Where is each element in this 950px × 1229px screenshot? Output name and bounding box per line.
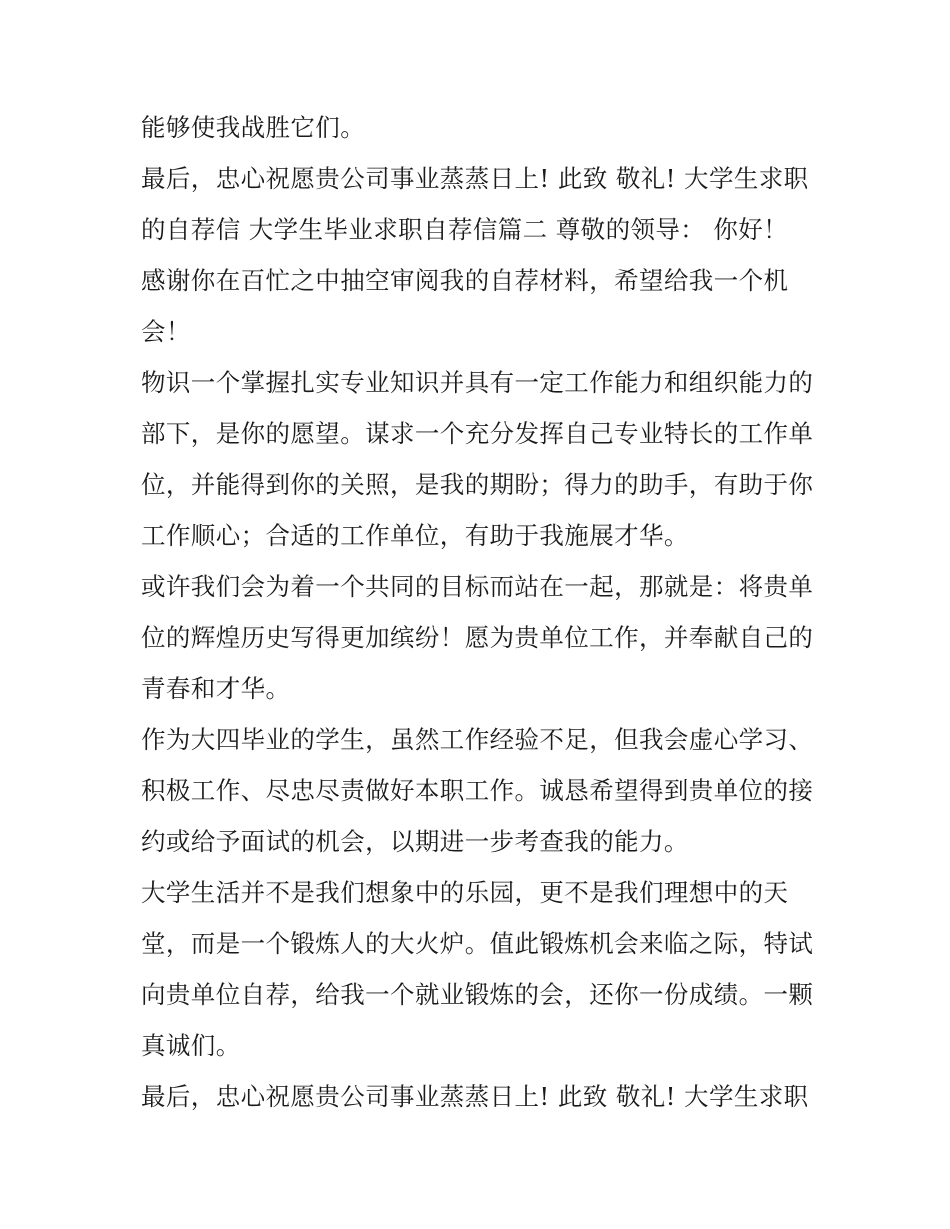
text-line-12: 青春和才华。 <box>141 674 291 703</box>
text-line-20: 最后，忠心祝愿贵公司事业蒸蒸日上! 此致 敬礼! 大学生求职 <box>141 1082 809 1111</box>
text-line-5: 会！ <box>141 317 191 346</box>
text-line-13: 作为大四毕业的学生，虽然工作经验不足，但我会虚心学习、 <box>141 725 814 754</box>
text-line-11: 位的辉煌历史写得更加缤纷！愿为贵单位工作，并奉献自己的 <box>141 623 814 652</box>
text-line-18: 向贵单位自荐，给我一个就业锻炼的会，还你一份成绩。一颗 <box>141 980 814 1009</box>
text-line-1: 能够使我战胜它们。 <box>141 113 366 142</box>
text-line-4: 感谢你在百忙之中抽空审阅我的自荐材料，希望给我一个机 <box>141 266 789 295</box>
text-line-6: 物识一个掌握扎实专业知识并具有一定工作能力和组织能力的 <box>141 368 814 397</box>
text-line-3: 的自荐信 大学生毕业求职自荐信篇二 尊敬的领导： 你好！ <box>141 215 789 244</box>
text-line-2: 最后，忠心祝愿贵公司事业蒸蒸日上! 此致 敬礼! 大学生求职 <box>141 164 809 193</box>
text-line-7: 部下，是你的愿望。谋求一个充分发挥自己专业特长的工作单 <box>141 419 814 448</box>
text-line-14: 积极工作、尽忠尽责做好本职工作。诚恳希望得到贵单位的接 <box>141 776 814 805</box>
text-line-8: 位，并能得到你的关照，是我的期盼；得力的助手，有助于你 <box>141 470 814 499</box>
text-line-10: 或许我们会为着一个共同的目标而站在一起，那就是：将贵单 <box>141 572 814 601</box>
text-line-17: 堂，而是一个锻炼人的大火炉。值此锻炼机会来临之际，特试 <box>141 929 814 958</box>
text-line-19: 真诚们。 <box>141 1031 241 1060</box>
text-line-9: 工作顺心；合适的工作单位，有助于我施展才华。 <box>141 521 689 550</box>
text-line-16: 大学生活并不是我们想象中的乐园，更不是我们理想中的天 <box>141 878 789 907</box>
text-line-15: 约或给予面试的机会，以期进一步考查我的能力。 <box>141 827 689 856</box>
